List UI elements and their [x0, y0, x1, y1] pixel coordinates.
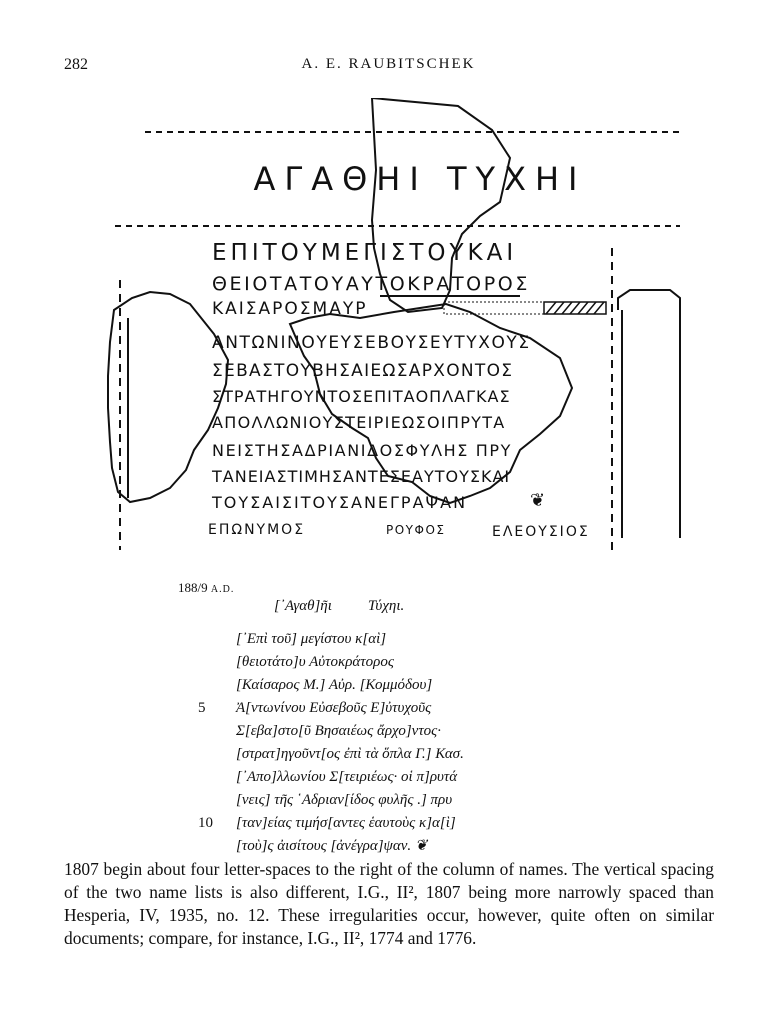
inscription-line-3: ΚΑΙΣΑΡΟΣΜΑΥΡ [212, 299, 368, 319]
running-head: A. E. RAUBITSCHEK [301, 56, 476, 72]
date-label [178, 580, 234, 596]
page-header [0, 56, 777, 78]
transcription-line: [᾿Επὶ τοῦ] μεγίστου κ[αὶ] [236, 631, 387, 647]
inscription-line-4: ΑΝΤΩΝΙΝΟΥΕΥΣΕΒΟΥΣΕΥΤΥΧΟΥΣ [212, 333, 531, 353]
leaf-ornament: ❦ [530, 490, 546, 511]
inscription-line-1: ΕΠΙΤΟΥΜΕΓΙΣΤΟΥΚΑΙ [212, 240, 518, 266]
date-value: 188/9 [178, 580, 208, 595]
left-fragment [108, 292, 228, 502]
transcription-title [274, 598, 440, 615]
title-left: [᾿Αγαθ]ῆι [274, 598, 332, 614]
name-eleousios: ΕΛΕΟΥΣΙΟΣ [492, 524, 590, 540]
right-column-capital [618, 290, 680, 310]
inscription-heading: ΑΓΑΘΗΙ ΤΥΧΗΙ [253, 160, 587, 198]
inscription-drawing [90, 98, 690, 558]
body-paragraph: 1807 begin about four letter-spaces to the right of the column of names. The vertical spacing of the two name lists is also different, I.G., II², 1807 being more narrowly spaced than Hesperia, IV, 1935, no. 12. These irregularities occur, however, quite often on similar documents; compare, for instance, I.G., II², 1774 and 1776. [64, 859, 714, 948]
transcription-line: [τοὺ]ς ἀισίτους [ἀνέγρα]ψαν. ❦ [236, 838, 428, 854]
transcription-line: [᾿Απο]λλωνίου Σ[τειριέως· οἱ π]ρυτά [236, 769, 458, 785]
inscription-line-6: ΣΤΡΑΤΗΓΟΥΝΤΟΣΕΠΙΤΑΟΠΛΑΓΚΑΣ [212, 387, 511, 406]
transcription-line: [νεις] τῆς ῾Αδριαν[ίδος φυλῆς .] πρυ [236, 792, 453, 808]
inscription-line-10: ΤΟΥΣΑΙΣΙΤΟΥΣΑΝΕΓΡΑΨΑΝ [212, 493, 468, 512]
inscription-line-8: ΝΕΙΣΤΗΣΑΔΡΙΑΝΙΔΟΣΦΥΛΗΣ ΠΡΥ [212, 441, 512, 460]
date-suffix: A.D. [210, 584, 235, 595]
name-eponymos: ΕΠΩΝΥΜΟΣ [208, 522, 306, 538]
title-right: Τύχηι. [367, 598, 405, 614]
inscription-line-5: ΣΕΒΑΣΤΟΥΒΗΣΑΙΕΩΣΑΡΧΟΝΤΟΣ [212, 361, 514, 381]
transcription-block [200, 628, 620, 858]
transcription-line: Σ[εβα]στο[ῦ Βησαιέως ἄρχο]ντος· [236, 723, 442, 739]
transcription-line: 5 Ἀ[ντωνίνου Εὐσεβοῦς Ε]ὐτυχοῦς [198, 700, 432, 716]
transcription-line: 10 [ταν]είας τιμήσ[αντες ἑαυτοὺς κ]α[ὶ] [198, 815, 456, 831]
inscription-line-7: ΑΠΟΛΛΩΝΙΟΥΣΤΕΙΡΙΕΩΣΟΙΠΡΥΤΑ [212, 413, 506, 432]
transcription-line: [θειοτάτο]υ Αὐτοκράτορος [236, 654, 394, 670]
name-rouphos: ΡΟΥΦΟΣ [386, 523, 446, 537]
transcription-line: [στρατ]ηγοῦντ[ος ἐπὶ τὰ ὅπλα Γ.] Κασ. [236, 746, 464, 762]
inscription-line-2: ΘΕΙΟΤΑΤΟΥΑΥΤΟΚΡΑΤΟΡΟΣ [212, 273, 530, 295]
transcription-line: [Καίσαρος Μ.] Αὐρ. [Κομμόδου] [236, 677, 433, 693]
page-number: 282 [64, 56, 88, 73]
inscription-line-9: ΤΑΝΕΙΑΣΤΙΜΗΣΑΝΤΕΣΕΑΥΤΟΥΣΚΑΙ [212, 467, 511, 486]
